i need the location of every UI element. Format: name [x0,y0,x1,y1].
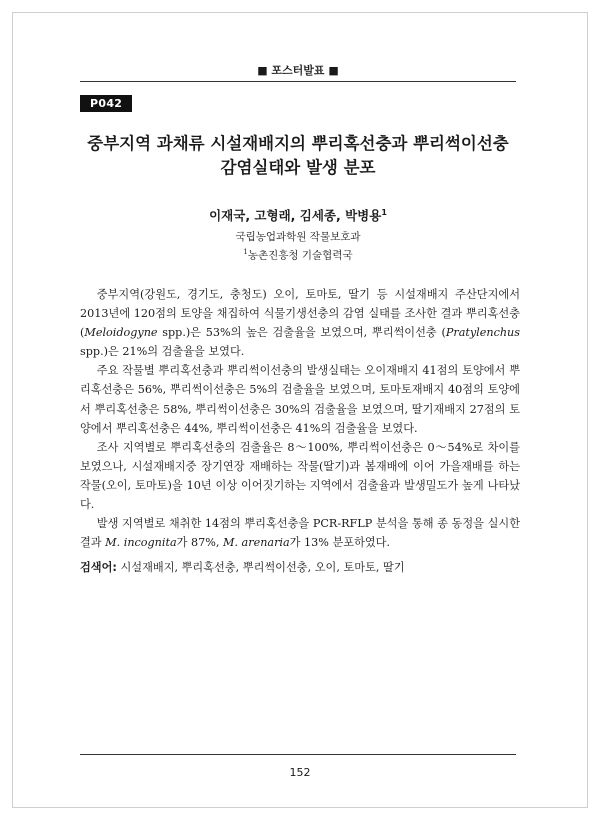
text-span: spp.)은 21%의 검출율을 보였다. [80,345,245,359]
footer-rule [80,754,516,755]
affiliation-2 [60,245,536,264]
abstract-paragraph [80,285,520,361]
abstract-paragraph: 주요 작물별 뿌리혹선충과 뿌리썩이선충의 발생실태는 오이재배지 41점의 토양에서 뿌리혹선충은 56%, 뿌리썩이선충은 5%의 검출율을 보였으며, 토마토재배지 40점의 토양에서 뿌리혹선충은 58%, 뿌리썩이선충은 30%의 검출율을 보였으며, 딸기재배지 27점의 토양에서 뿌리혹선충은 44%, 뿌리썩이선충은 41%의 검출율을 보였다. [80,364,520,435]
author-names: 이재국, 고형래, 김세종, 박병용 [209,208,382,223]
section-header: ■ 포스터발표 ■ [257,64,339,77]
text-span: 가 87%, [176,536,223,550]
species-name: M. incognita [105,536,177,550]
affiliation-1: 국립농업과학원 작물보호과 [235,231,361,243]
text-span: spp.)은 53%의 높은 검출율을 보였으며, 뿌리썩이선충 ( [157,326,446,340]
title-line-1: 중부지역 과채류 시설재배지의 뿌리혹선충과 뿌리썩이선충 [87,134,509,153]
keywords-label: 검색어: [80,561,117,574]
title-line-2: 감염실태와 발생 분포 [220,158,376,177]
affiliation-2-text: 농촌진흥청 기술협력국 [247,249,353,262]
text-span: 가 13% 분포하였다. [289,536,391,550]
keywords [80,559,520,575]
species-name: M. arenaria [222,536,290,550]
author-list [60,206,536,224]
species-name: Meloidogyne [84,326,158,340]
species-name: Pratylenchus [445,326,520,340]
abstract-paragraph [80,514,520,552]
affiliation-2-sup: 1 [243,248,248,256]
abstract-body [80,285,520,552]
header-rule [80,81,516,82]
keywords-text: 시설재배지, 뿌리혹선충, 뿌리썩이선충, 오이, 토마토, 딸기 [116,561,405,574]
author-superscript: 1 [381,207,387,217]
paper-title [60,132,536,180]
text-span: 중부지역(강원도, 경기도, 충청도) 오이, 토마토, 딸기 등 시설재배지 주산단지에서 2013년에 120점의 토양을 채집하여 식물기생선충의 감염 실태를 조사한 결과 뿌리혹선충( [80,288,520,340]
text-span: 발생 지역별로 채취한 14점의 뿌리혹선충을 PCR-RFLP 분석을 통해 종 동정을 실시한 결과 [80,517,520,550]
poster-id-badge: P042 [80,95,132,112]
page-number: 152 [289,766,311,779]
affiliations [60,230,536,264]
abstract-paragraph: 조사 지역별로 뿌리혹선충의 검출율은 8～100%, 뿌리썩이선충은 0～54%로 차이를 보였으나, 시설재배지중 장기연장 재배하는 작물(딸기)과 봄재배에 이어 가을재배를 하는 작물(오이, 토마토)을 10년 이상 이어짓기하는 지역에서 검출율과 발생밀도가 높게 나타났다. [80,440,520,512]
